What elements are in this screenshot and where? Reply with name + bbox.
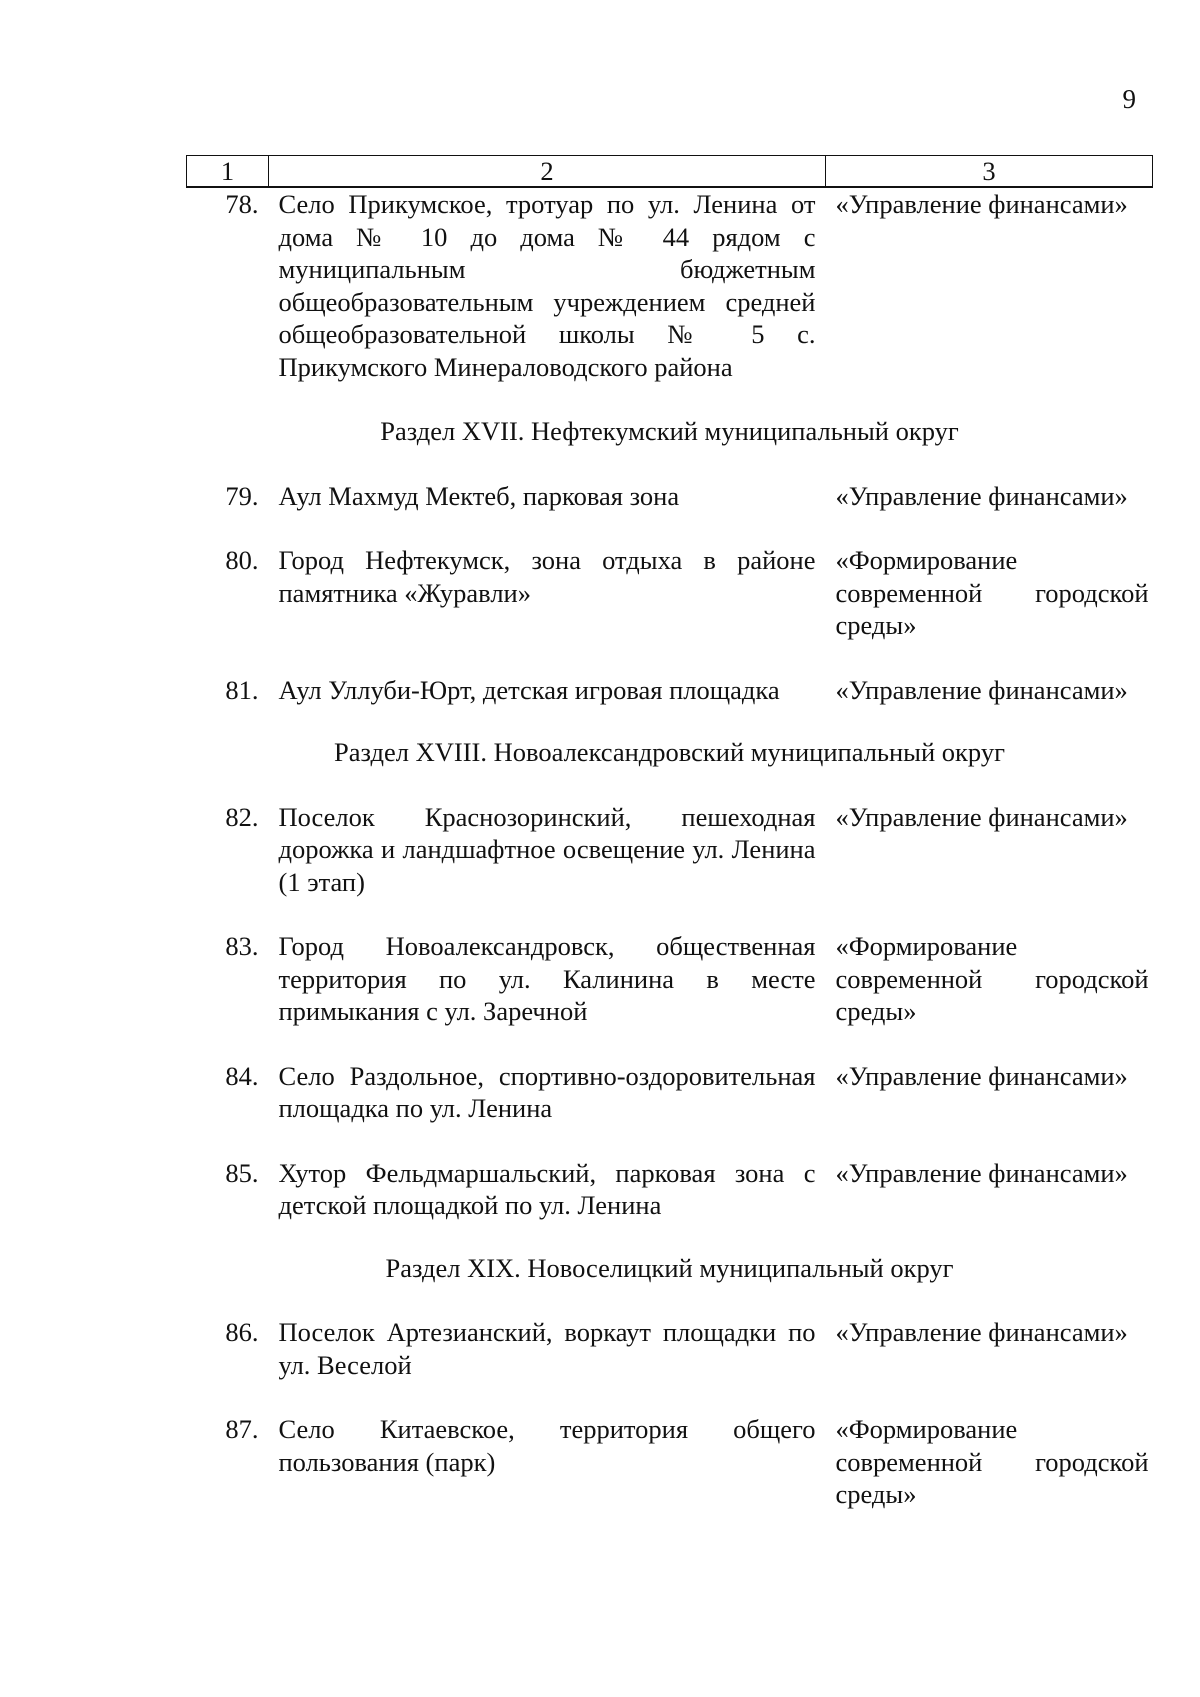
row-number: 80. xyxy=(225,545,259,575)
page-number: 9 xyxy=(1122,84,1136,114)
column-header-1: 1 xyxy=(187,156,269,188)
row-number: 79. xyxy=(225,480,259,511)
program-name: «Управление финансами» xyxy=(835,1157,1128,1188)
table-row xyxy=(187,480,1153,513)
section-heading: Раздел XVII. Нефтекумский муниципальный округ xyxy=(380,416,959,446)
program-table xyxy=(186,155,1153,1511)
program-name: «Формирование современной городской среды» xyxy=(835,1414,1149,1509)
object-description: Село Раздольное, спортивно-оздоровительная площадка по ул. Ленина xyxy=(278,1060,816,1123)
row-number: 83. xyxy=(225,931,259,961)
object-description: Поселок Краснозоринский, пешеходная дорожка и ландшафтное освещение ул. Ленина (1 этап) xyxy=(278,801,816,897)
table-row xyxy=(187,1157,1153,1222)
program-name: «Управление финансами» xyxy=(835,1317,1128,1347)
section-heading-row xyxy=(187,415,1153,448)
row-number: 78. xyxy=(225,189,259,219)
column-header-3: 3 xyxy=(826,156,1153,188)
section-heading-row xyxy=(187,736,1153,769)
object-description: Село Китаевское, территория общего пользования (парк) xyxy=(278,1414,816,1477)
table-row xyxy=(187,1060,1153,1125)
row-number: 86. xyxy=(225,1317,259,1347)
table-row xyxy=(187,674,1153,707)
program-name: «Формирование современной городской среды» xyxy=(835,931,1149,1026)
object-description: Аул Уллуби-Юрт, детская игровая площадка xyxy=(278,674,780,705)
program-name: «Управление финансами» xyxy=(835,674,1128,705)
program-name: «Управление финансами» xyxy=(835,801,1128,832)
object-description: Город Новоалександровск, общественная территория по ул. Калинина в месте примыкания с ул. Заречной xyxy=(278,931,816,1026)
program-name: «Управление финансами» xyxy=(835,1060,1128,1091)
object-description: Хутор Фельдмаршальский, парковая зона с детской площадкой по ул. Ленина xyxy=(278,1157,816,1220)
table-row xyxy=(187,930,1153,1028)
object-description: Аул Махмуд Мектеб, парковая зона xyxy=(278,480,680,511)
table-row xyxy=(187,544,1153,642)
object-description: Город Нефтекумск, зона отдыха в районе памятника «Журавли» xyxy=(278,545,816,608)
table-header-row xyxy=(187,156,1153,188)
row-number: 81. xyxy=(225,674,259,705)
row-number: 84. xyxy=(225,1060,259,1091)
object-description: Поселок Артезианский, воркаут площадки по ул. Веселой xyxy=(278,1317,816,1380)
program-name: «Формирование современной городской среды» xyxy=(835,545,1149,640)
section-heading: Раздел XVIII. Новоалександровский муниципальный округ xyxy=(334,737,1005,767)
table-row xyxy=(187,1316,1153,1381)
program-name: «Управление финансами» xyxy=(835,189,1128,219)
table-row xyxy=(187,801,1153,899)
table-row xyxy=(187,1413,1153,1511)
row-number: 85. xyxy=(225,1157,259,1188)
table-row xyxy=(187,187,1153,383)
program-name: «Управление финансами» xyxy=(835,480,1128,511)
row-number: 87. xyxy=(225,1414,259,1444)
section-heading-row xyxy=(187,1252,1153,1285)
row-number: 82. xyxy=(225,801,259,832)
column-header-2: 2 xyxy=(269,156,826,188)
object-description: Село Прикумское, тротуар по ул. Ленина от дома № 10 до дома № 44 рядом с муниципальным бюджетным общеобразовательным учреждением средней общеобразовательной школы № 5 с. Прикумского Минераловодского района xyxy=(278,189,816,382)
section-heading: Раздел XIX. Новоселицкий муниципальный округ xyxy=(385,1252,954,1283)
